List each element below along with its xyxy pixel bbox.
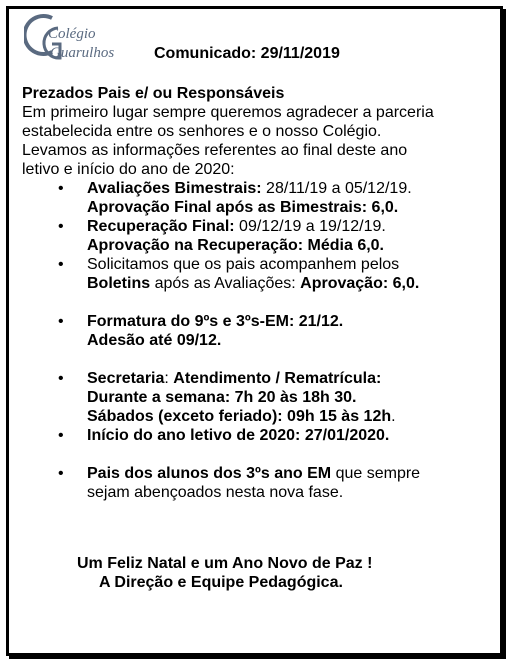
logo-text-guarulhos: Guarulhos: [50, 45, 115, 61]
info-list: [22, 179, 492, 502]
list-item-boletins: [22, 255, 492, 293]
intro-line: letivo e início do ano de 2020:: [22, 161, 235, 178]
bullet: •: [58, 427, 64, 444]
intro-line: estabelecida entre os senhores e o nosso Colégio.: [22, 123, 382, 140]
document-title: Comunicado: 29/11/2019: [154, 45, 340, 62]
intro-line: Levamos as informações referentes ao final deste ano: [22, 142, 408, 159]
item-text: .: [391, 408, 396, 425]
logo-text-colegio: Colégio: [48, 26, 96, 42]
greeting: Prezados Pais e/ ou Responsáveis: [22, 85, 285, 102]
item-line: Sábados (exceto feriado): 09h 15 às 12h: [87, 408, 392, 425]
item-value: Atendimento / Rematrícula:: [173, 370, 382, 387]
list-item-pais: [22, 464, 492, 502]
closing-signature: A Direção e Equipe Pedagógica.: [99, 574, 343, 591]
item-label: Avaliações Bimestrais:: [87, 180, 262, 197]
item-line: Aprovação na Recuperação: Média 6,0.: [87, 237, 384, 254]
item-text: após as Avaliações:: [150, 275, 301, 292]
item-label: Boletins: [87, 275, 151, 292]
bullet: •: [58, 256, 64, 273]
item-label: Recuperação Final:: [87, 218, 235, 235]
item-line: Adesão até 09/12.: [87, 332, 222, 349]
bullet: •: [58, 465, 64, 482]
list-item-inicio: [22, 426, 492, 445]
item-line: Durante a semana: 7h 20 às 18h 30.: [87, 389, 357, 406]
list-item-recuperacao: [22, 217, 492, 255]
bullet: •: [58, 218, 64, 235]
item-value: 28/11/19 a 05/12/19.: [261, 180, 412, 197]
item-line: Início do ano letivo de 2020: 27/01/2020.: [87, 427, 390, 444]
intro-line: Em primeiro lugar sempre queremos agradecer a parceria: [22, 104, 434, 121]
list-item-secretaria: [22, 369, 492, 426]
bullet: •: [58, 180, 64, 197]
item-text: :: [164, 370, 174, 387]
list-item-formatura: [22, 312, 492, 350]
closing-greeting: Um Feliz Natal e um Ano Novo de Paz !: [77, 555, 373, 572]
item-text: que sempre: [331, 465, 421, 482]
document-body: [22, 84, 492, 502]
item-label: Pais dos alunos dos 3ºs ano EM: [87, 465, 332, 482]
item-line: Formatura do 9ºs e 3ºs-EM: 21/12.: [87, 313, 344, 330]
list-item-bimestrais: [22, 179, 492, 217]
item-line: sejam abençoados nesta nova fase.: [87, 484, 344, 501]
bullet: •: [58, 370, 64, 387]
school-logo: [24, 12, 136, 66]
item-line: Aprovação Final após as Bimestrais: 6,0.: [87, 199, 399, 216]
item-value: Aprovação: 6,0.: [300, 275, 420, 292]
item-label: Secretaria: [87, 370, 165, 387]
bullet: •: [58, 313, 64, 330]
item-value: 09/12/19 a 19/12/19.: [234, 218, 386, 235]
item-line: Solicitamos que os pais acompanhem pelos: [87, 256, 400, 273]
